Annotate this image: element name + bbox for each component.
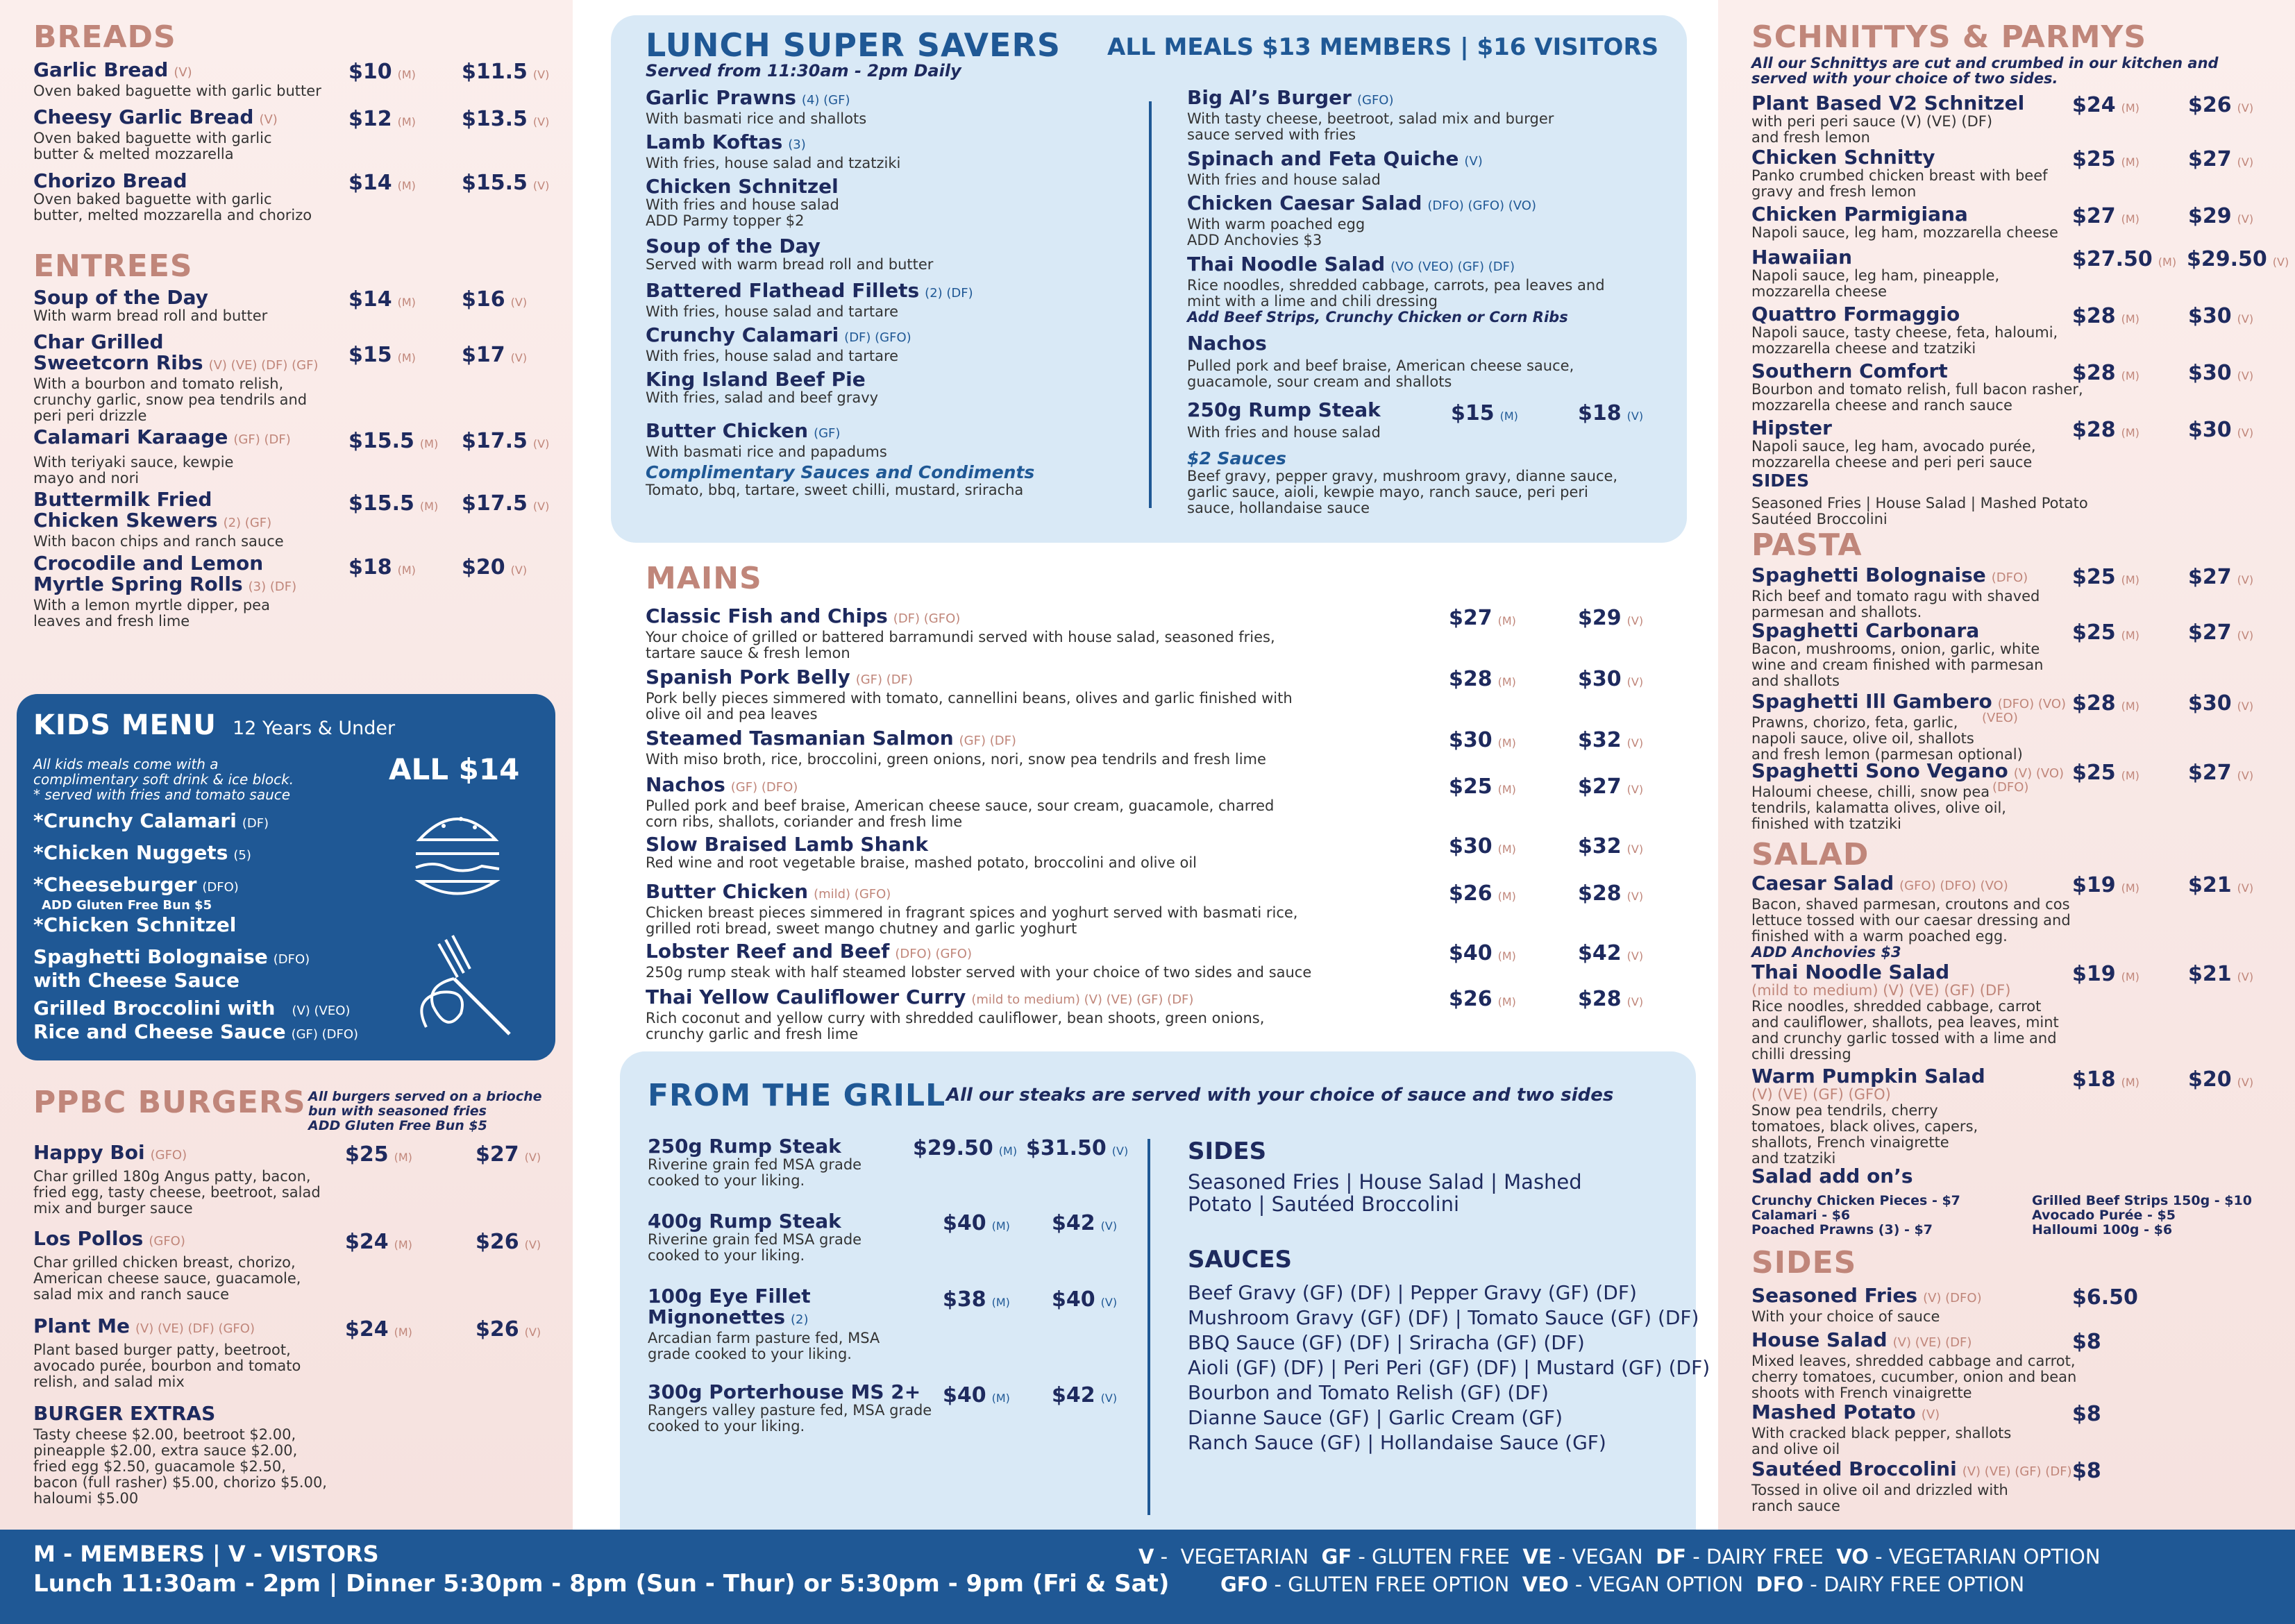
- price-members: $29.50 (M): [913, 1136, 1018, 1160]
- price-visitors: $30 (V): [2188, 304, 2254, 328]
- side-price: $6.50: [2072, 1285, 2138, 1310]
- side-price: $8: [2072, 1330, 2101, 1354]
- kids-item: Grilled Broccolini with (V) (VEO) Rice and Cheese Sauce (GF) (DFO): [33, 997, 359, 1043]
- menu-item: Buttermilk Fried Chicken Skewers (2) (GF) With bacon chips and ranch sauce: [33, 488, 284, 550]
- lunch-item: Butter Chicken (GF) With basmati rice and papadums: [646, 419, 887, 460]
- menu-item: Nachos (GF) (DFO) Pulled pork and beef braise, American cheese sauce, sour cream, guacamole, charred corn ribs, shallots, coriander and fresh lime: [646, 773, 1275, 830]
- salad-addons-left: Crunchy Chicken Pieces - $7 Calamari - $6 Poached Prawns (3) - $7: [1751, 1193, 1960, 1237]
- price-members: $26 (M): [1449, 881, 1516, 906]
- footer-hours: Lunch 11:30am - 2pm | Dinner 5:30pm - 8pm (Sun - Thur) or 5:30pm - 9pm (Fri & Sat): [33, 1570, 1170, 1598]
- price-visitors: $26 (V): [2188, 93, 2254, 117]
- schnittys-heading: SCHNITTYS & PARMYS: [1751, 19, 2147, 55]
- lunch-item: Chicken Schnitzel With fries and house salad ADD Parmy topper $2: [646, 175, 839, 229]
- price-members: $26 (M): [1449, 987, 1516, 1011]
- lunch-item: Thai Noodle Salad (VO (VEO) (GF) (DF) Rice noodles, shredded cabbage, carrots, pea leaves and mint with a lime and chili dressing Add Beef Strips, Crunchy Chicken or Corn Ribs: [1187, 253, 1605, 325]
- schnittys-note: All our Schnittys are cut and crumbed in our kitchen and served with your choice of two sides.: [1751, 55, 2219, 87]
- price-members: $28 (M): [2072, 361, 2140, 385]
- lunch-item: Garlic Prawns (4) (GF) With basmati rice and shallots: [646, 86, 867, 127]
- price-visitors: $15.5 (V): [462, 171, 550, 195]
- side-price: $8: [2072, 1459, 2101, 1483]
- price-visitors: $42 (V): [1052, 1383, 1118, 1407]
- price-visitors: $11.5 (V): [462, 60, 550, 84]
- side-price: $8: [2072, 1402, 2101, 1426]
- price-members: $30 (M): [1449, 728, 1516, 752]
- menu-item: Seasoned Fries (V) (DFO) With your choice of sauce: [1751, 1284, 1982, 1325]
- price-members: $18 (M): [2072, 1067, 2140, 1092]
- footer-key-row-1: V - VEGETARIAN GF - GLUTEN FREE VE - VEGAN DF - DAIRY FREE VO - VEGETARIAN OPTION: [1138, 1545, 2101, 1568]
- price-members: $38 (M): [943, 1287, 1010, 1312]
- price-members: $24 (M): [345, 1230, 412, 1254]
- price-members: $40 (M): [943, 1383, 1010, 1407]
- burgers-heading: PPBC BURGERS: [33, 1085, 306, 1120]
- item-desc: Oven baked baguette with garlic butter: [33, 83, 321, 99]
- footer-key-row-2: GFO - GLUTEN FREE OPTION VEO - VEGAN OPTION DFO - DAIRY FREE OPTION: [1220, 1573, 2025, 1596]
- grill-item: 400g Rump Steak Riverine grain fed MSA grade cooked to your liking.: [648, 1210, 862, 1264]
- lunch-item: Spinach and Feta Quiche (V) With fries and house salad: [1187, 147, 1483, 188]
- price-visitors: $17 (V): [462, 343, 528, 367]
- price-visitors: $30 (V): [1578, 667, 1644, 691]
- menu-item: Steamed Tasmanian Salmon (GF) (DF) With miso broth, rice, broccolini, green onions, nori, snow pea tendrils and fresh lime: [646, 727, 1266, 768]
- item-tags: (DFO): [1992, 780, 2029, 795]
- kids-note: All kids meals come with a complimentary soft drink & ice block. * served with fries and tomato sauce: [33, 756, 294, 803]
- price-members: $15 (M): [1451, 401, 1518, 425]
- menu-item: Spaghetti Sono Vegano (V) (VO) Haloumi cheese, chilli, snow pea tendrils, kalamatta olives, olive oil, finished with tzatziki: [1751, 759, 2065, 832]
- menu-item: Soup of the Day With warm bread roll and butter: [33, 286, 268, 324]
- price-visitors: $21 (V): [2188, 873, 2254, 897]
- mains-heading: MAINS: [646, 561, 762, 596]
- price-visitors: $30 (V): [2188, 691, 2254, 716]
- menu-item: Crocodile and Lemon Myrtle Spring Rolls (3) (DF) With a lemon myrtle dipper, pea leaves and fresh lime: [33, 552, 297, 629]
- item-name: Garlic Bread: [33, 58, 169, 81]
- menu-item: Los Pollos (GFO) Char grilled chicken breast, chorizo, American cheese sauce, guacamole, salad mix and ranch sauce: [33, 1227, 301, 1303]
- price-members: $15 (M): [348, 343, 416, 367]
- menu-item: Chorizo Bread Oven baked baguette with garlic butter, melted mozzarella and chorizo: [33, 169, 312, 223]
- price-visitors: $20 (V): [2188, 1067, 2254, 1092]
- complimentary-sauces: Complimentary Sauces and Condiments Tomato, bbq, tartare, sweet chilli, mustard, sriracha: [646, 462, 1035, 498]
- price-members: $24 (M): [2072, 93, 2140, 117]
- menu-item: Mashed Potato (V) With cracked black pepper, shallots and olive oil: [1751, 1401, 2012, 1457]
- price-visitors: $16 (V): [462, 287, 528, 312]
- menu-item: Plant Me (V) (VE) (DF) (GFO) Plant based burger patty, beetroot, avocado purée, bourbon and tomato relish, and salad mix: [33, 1314, 301, 1390]
- menu-item: House Salad (V) (VE) (DF) Mixed leaves, shredded cabbage and carrot, cherry tomatoes, cucumber, onion and bean shoots with French vinaigrette: [1751, 1328, 2077, 1401]
- menu-item: Sautéed Broccolini (V) (VE) (GF) (DF) Tossed in olive oil and drizzled with ranch sauce: [1751, 1457, 2072, 1514]
- price-members: $25 (M): [2072, 147, 2140, 171]
- grill-note: All our steaks are served with your choice of sauce and two sides: [946, 1085, 1614, 1106]
- price-members: $28 (M): [2072, 418, 2140, 442]
- grill-sauces-list: Beef Gravy (GF) (DF) | Pepper Gravy (GF) (DF) Mushroom Gravy (GF) (DF) | Tomato Sauce (GF) (DF) BBQ Sauce (GF) (DF) | Sriracha (GF) (DF) Aioli (GF) (DF) | Peri Peri (GF) (DF) | Mustard (GF) (DF) Bourbon and Tomato Relish (GF) (DF) Dianne Sauce (GF) | Garlic Cream (GF) Ranch Sauce (GF) | Hollandaise Sauce (GF): [1188, 1281, 1710, 1454]
- price-members: $10 (M): [348, 60, 416, 84]
- price-visitors: $17.5 (V): [462, 491, 550, 516]
- menu-item: Cheesy Garlic Bread (V) Oven baked baguette with garlic butter & melted mozzarella: [33, 105, 278, 162]
- lunch-item: Crunchy Calamari (DF) (GFO) With fries, house salad and tartare: [646, 323, 911, 364]
- spaghetti-fork-icon: [405, 923, 523, 1041]
- price-members: $25 (M): [2072, 565, 2140, 589]
- menu-item: Slow Braised Lamb Shank Red wine and root vegetable braise, mashed potato, broccolini and olive oil: [646, 833, 1197, 871]
- menu-item: Chicken Schnitty Panko crumbed chicken breast with beef gravy and fresh lemon: [1751, 146, 2048, 200]
- pasta-heading: PASTA: [1751, 527, 1863, 563]
- price-visitors: $27 (V): [2188, 761, 2254, 785]
- menu-item: Thai Yellow Cauliflower Curry (mild to medium) (V) (VE) (GF) (DF) Rich coconut and yellow curry with shredded cauliflower, bean shoots, green onions, crunchy garlic and fresh lime: [646, 986, 1265, 1042]
- price-members: $12 (M): [348, 107, 416, 131]
- lunch-heading: LUNCH SUPER SAVERS: [646, 26, 1061, 64]
- price-members: $14 (M): [348, 287, 416, 312]
- menu-item: Hawaiian Napoli sauce, leg ham, pineapple, mozzarella cheese: [1751, 246, 2000, 300]
- price-visitors: $29 (V): [2188, 204, 2254, 228]
- menu-item: Char Grilled Sweetcorn Ribs (V) (VE) (DF) (GF) With a bourbon and tomato relish, crunchy garlic, snow pea tendrils and peri peri drizzle: [33, 330, 319, 424]
- grill-item: 300g Porterhouse MS 2+ Rangers valley pasture fed, MSA grade cooked to your liking.: [648, 1380, 932, 1435]
- lunch-item: King Island Beef Pie With fries, salad and beef gravy: [646, 368, 879, 406]
- lunch-item: Lamb Koftas (3) With fries, house salad and tzatziki: [646, 130, 901, 171]
- menu-item: Spaghetti Bolognaise (DFO) Rich beef and tomato ragu with shaved parmesan and shallots.: [1751, 564, 2040, 620]
- menu-item: Hipster Napoli sauce, leg ham, avocado purée, mozzarella cheese and peri peri sauce: [1751, 416, 2036, 471]
- sides-heading: SIDES: [1751, 1245, 1857, 1280]
- price-visitors: $32 (V): [1578, 834, 1644, 858]
- menu-item: Chicken Parmigiana Napoli sauce, leg ham, mozzarella cheese: [1751, 203, 2058, 241]
- grill-item: 100g Eye Fillet Mignonettes (2) Arcadian farm pasture fed, MSA grade cooked to your liking.: [648, 1285, 880, 1362]
- kids-item: *Chicken Nuggets (5): [33, 841, 251, 864]
- price-visitors: $26 (V): [476, 1230, 541, 1254]
- menu-item: Spaghetti Ill Gambero (DFO) (VO) Prawns, chorizo, feta, garlic, napoli sauce, olive oil, shallots and fresh lemon (parmesan optional): [1751, 690, 2067, 763]
- salad-addons-right: Grilled Beef Strips 150g - $10 Avocado Purée - $5 Halloumi 100g - $6: [2032, 1193, 2252, 1237]
- lunch-item: Battered Flathead Fillets (2) (DF) With fries, house salad and tartare: [646, 279, 973, 320]
- footer-legend-price: M - MEMBERS | V - VISTORS: [33, 1541, 379, 1567]
- grill-heading: FROM THE GRILL: [648, 1078, 946, 1113]
- price-visitors: $32 (V): [1578, 728, 1644, 752]
- price-members: $30 (M): [1449, 834, 1516, 858]
- menu-item: Quattro Formaggio Napoli sauce, tasty cheese, feta, haloumi, mozzarella cheese and tzatziki: [1751, 303, 2058, 357]
- grill-item: 250g Rump Steak Riverine grain fed MSA grade cooked to your liking.: [648, 1135, 862, 1189]
- menu-item: Warm Pumpkin Salad (V) (VE) (GF) (GFO) Snow pea tendrils, cherry tomatoes, black olives, capers, shallots, French vinaigrette and tzatziki: [1751, 1065, 1985, 1167]
- salad-addons: Salad add on’s: [1751, 1165, 1913, 1187]
- menu-item: Calamari Karaage (GF) (DF) With teriyaki sauce, kewpie mayo and nori: [33, 425, 291, 487]
- price-members: $27 (M): [1449, 606, 1516, 630]
- kids-item: *Chicken Schnitzel: [33, 913, 237, 936]
- divider: [1148, 1139, 1150, 1515]
- kids-item: *Cheeseburger (DFO) ADD Gluten Free Bun $5: [33, 873, 239, 913]
- price-visitors: $27 (V): [2188, 565, 2254, 589]
- price-visitors: $13.5 (V): [462, 107, 550, 131]
- burger-extras: BURGER EXTRAS Tasty cheese $2.00, beetroot $2.00, pineapple $2.00, extra sauce $2.00, fried egg $2.50, guacamole $2.50, bacon (full rasher) $5.00, chorizo $5.00, haloumi $5.00: [33, 1402, 327, 1507]
- from-the-grill-panel: [620, 1051, 1710, 1530]
- price-visitors: $42 (V): [1578, 941, 1644, 965]
- price-members: $25 (M): [345, 1142, 412, 1167]
- menu-item: Spanish Pork Belly (GF) (DF) Pork belly pieces simmered with tomato, cannellini beans, olives and garlic finished with olive oil and pea leaves: [646, 666, 1293, 722]
- price-visitors: $27 (V): [2188, 620, 2254, 645]
- price-visitors: $31.50 (V): [1026, 1136, 1129, 1160]
- grill-sauces-heading: SAUCES: [1188, 1246, 1293, 1274]
- breads-heading: BREADS: [33, 19, 176, 55]
- lunch-item: 250g Rump Steak With fries and house salad: [1187, 398, 1381, 441]
- price-visitors: $20 (V): [462, 555, 528, 580]
- kids-price: ALL $14: [389, 752, 520, 786]
- price-members: $18 (M): [348, 555, 416, 580]
- menu-item: Butter Chicken (mild) (GFO) Chicken breast pieces simmered in fragrant spices and yoghurt served with basmati rice, grilled roti bread, sweet mango chutney and garlic yoghurt: [646, 880, 1298, 937]
- price-members: $25 (M): [2072, 761, 2140, 785]
- price-members: $40 (M): [1449, 941, 1516, 965]
- salad-heading: SALAD: [1751, 837, 1869, 872]
- menu-item: Lobster Reef and Beef (DFO) (GFO) 250g rump steak with half steamed lobster served with your choice of two sides and sauce: [646, 940, 1312, 981]
- price-visitors: $42 (V): [1052, 1211, 1118, 1235]
- grill-sides-list: Seasoned Fries | House Salad | Mashed Potato | Sautéed Broccolini: [1188, 1170, 1582, 1216]
- lunch-super-savers-panel: [611, 15, 1687, 543]
- price-members: $24 (M): [345, 1317, 412, 1342]
- lunch-item: Soup of the Day Served with warm bread roll and butter: [646, 235, 934, 273]
- lunch-pricing: ALL MEALS $13 MEMBERS | $16 VISITORS: [1107, 33, 1659, 61]
- item-tags: (VEO): [1982, 711, 2018, 725]
- price-members: $19 (M): [2072, 873, 2140, 897]
- menu-item: [33, 60, 321, 99]
- lunch-served: Served from 11:30am - 2pm Daily: [646, 61, 961, 81]
- lunch-item: Chicken Caesar Salad (DFO) (GFO) (VO) With warm poached egg ADD Anchovies $3: [1187, 192, 1536, 248]
- price-members: $14 (M): [348, 171, 416, 195]
- kids-header: KIDS MENU 12 Years & Under: [33, 709, 396, 741]
- divider: [1149, 101, 1152, 508]
- lunch-item: Big Al’s Burger (GFO) With tasty cheese, beetroot, salad mix and burger sauce served with fries: [1187, 86, 1554, 143]
- grill-sides-heading: SIDES: [1188, 1137, 1267, 1165]
- price-members: $15.5 (M): [348, 491, 439, 516]
- two-dollar-sauces: $2 Sauces Beef gravy, pepper gravy, mushroom gravy, dianne sauce, garlic sauce, aioli, kewpie mayo, ranch sauce, peri peri sauce, hollandaise sauce: [1187, 448, 1618, 516]
- price-members: $19 (M): [2072, 962, 2140, 986]
- price-visitors: $27 (V): [476, 1142, 541, 1167]
- kids-item: *Crunchy Calamari (DF): [33, 809, 269, 832]
- footer-bar: [0, 1530, 2295, 1624]
- burgers-note: All burgers served on a brioche bun with seasoned fries ADD Gluten Free Bun $5: [308, 1089, 542, 1133]
- price-members: $28 (M): [2072, 304, 2140, 328]
- price-visitors: $30 (V): [2188, 418, 2254, 442]
- menu-item: Classic Fish and Chips (DF) (GFO) Your choice of grilled or battered barramundi served with house salad, seasoned fries, tartare sauce & fresh lemon: [646, 604, 1275, 661]
- price-members: $27 (M): [2072, 204, 2140, 228]
- price-visitors: $29 (V): [1578, 606, 1644, 630]
- price-members: $15.5 (M): [348, 429, 439, 453]
- item-tags: (V): [174, 65, 192, 80]
- schnittys-sides: SIDES Seasoned Fries | House Salad | Mashed Potato Sautéed Broccolini: [1751, 471, 2088, 527]
- menu-item: Happy Boi (GFO) Char grilled 180g Angus patty, bacon, fried egg, tasty cheese, beetroot, salad mix and burger sauce: [33, 1141, 321, 1217]
- price-members: $25 (M): [1449, 775, 1516, 799]
- price-visitors: $18 (V): [1578, 401, 1644, 425]
- price-members: $25 (M): [2072, 620, 2140, 645]
- price-visitors: $40 (V): [1052, 1287, 1118, 1312]
- price-visitors: $28 (V): [1578, 987, 1644, 1011]
- price-visitors: $17.5 (V): [462, 429, 550, 453]
- price-members: $27.50 (M): [2072, 247, 2177, 271]
- price-members: $40 (M): [943, 1211, 1010, 1235]
- menu-item: Caesar Salad (GFO) (DFO) (VO) Bacon, shaved parmesan, croutons and cos lettuce tossed with our caesar dressing and finished with a warm poached egg. ADD Anchovies $3: [1751, 872, 2071, 961]
- price-visitors: $26 (V): [476, 1317, 541, 1342]
- menu-item: Thai Noodle Salad (mild to medium) (V) (VE) (GF) (DF) Rice noodles, shredded cabbage, carrot and cauliflower, shallots, pea leaves, mint and crunchy garlic tossed with a lime and chilli dressing: [1751, 961, 2059, 1063]
- kids-menu-panel: [17, 694, 555, 1060]
- price-visitors: $21 (V): [2188, 962, 2254, 986]
- price-visitors: $30 (V): [2188, 361, 2254, 385]
- burger-icon: [405, 791, 510, 909]
- price-members: $28 (M): [1449, 667, 1516, 691]
- price-visitors: $29.50 (V): [2187, 247, 2289, 271]
- menu-item: Spaghetti Carbonara Bacon, mushrooms, onion, garlic, white wine and cream finished with parmesan and shallots: [1751, 619, 2044, 689]
- lunch-item: Nachos Pulled pork and beef braise, American cheese sauce, guacamole, sour cream and shallots: [1187, 332, 1574, 390]
- price-members: $28 (M): [2072, 691, 2140, 716]
- kids-item: Spaghetti Bolognaise (DFO) with Cheese Sauce: [33, 945, 310, 992]
- price-visitors: $27 (V): [1578, 775, 1644, 799]
- price-visitors: $28 (V): [1578, 881, 1644, 906]
- menu-item: Southern Comfort Bourbon and tomato relish, full bacon rasher, mozzarella cheese and ranch sauce: [1751, 360, 2083, 414]
- entrees-heading: ENTREES: [33, 248, 193, 284]
- menu-item: Plant Based V2 Schnitzel with peri peri sauce (V) (VE) (DF) and fresh lemon: [1751, 92, 2025, 146]
- price-visitors: $27 (V): [2188, 147, 2254, 171]
